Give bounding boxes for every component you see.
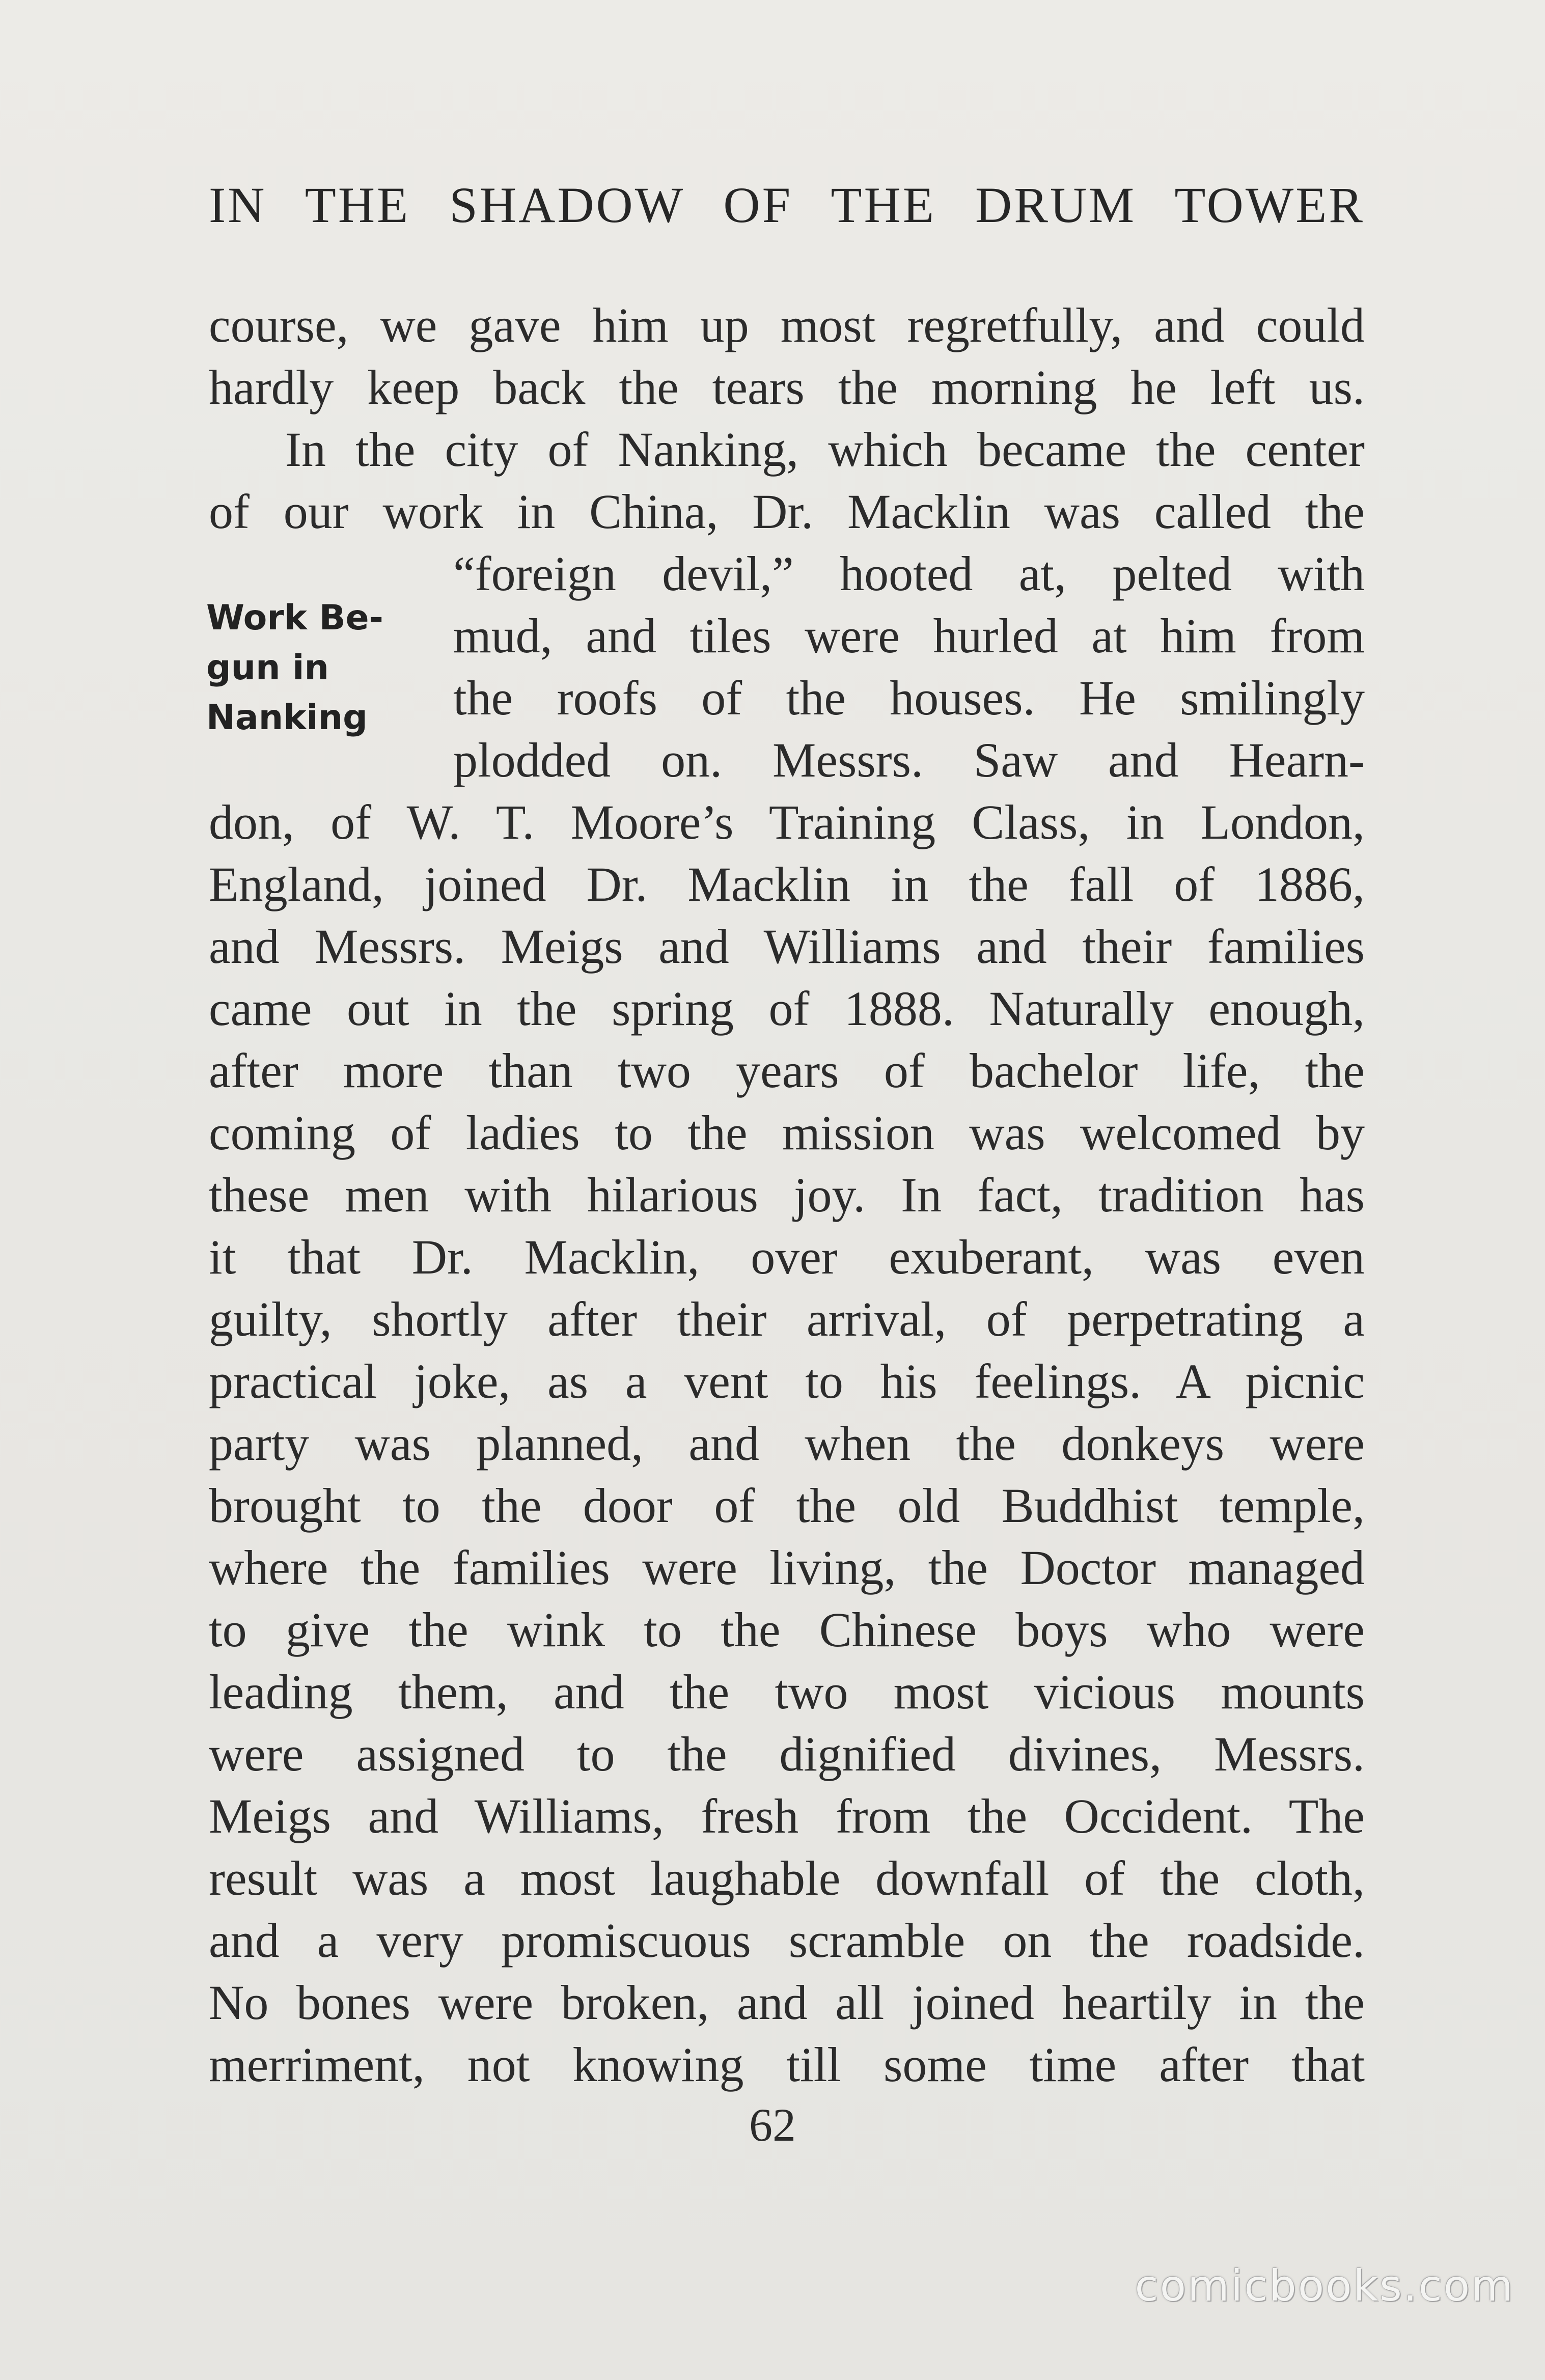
text-line: these men with hilarious joy. In fact, tradition has: [209, 1168, 1365, 1222]
text-line: and a very promiscuous scramble on the roadside.: [209, 1913, 1365, 1968]
text-line: course, we gave him up most regretfully, and could: [209, 298, 1365, 352]
text-line: leading them, and the two most vicious mounts: [209, 1665, 1365, 1719]
text-line: brought to the door of the old Buddhist temple,: [209, 1478, 1365, 1533]
text-line: practical joke, as a vent to his feelings. A picnic: [209, 1354, 1365, 1408]
text-line: where the families were living, the Doctor managed: [209, 1540, 1365, 1595]
text-line: “foreign devil,” hooted at, pelted with: [453, 546, 1365, 601]
marginal-note-line: gun in: [206, 648, 329, 688]
text-line: after more than two years of bachelor life, the: [209, 1043, 1365, 1098]
text-line: came out in the spring of 1888. Naturally enough,: [209, 981, 1365, 1036]
text-line: of our work in China, Dr. Macklin was called the: [209, 484, 1365, 539]
text-line: guilty, shortly after their arrival, of perpetrating a: [209, 1292, 1365, 1346]
site-watermark: comicbooks.com: [1135, 2261, 1514, 2311]
text-line: and Messrs. Meigs and Williams and their families: [209, 919, 1365, 974]
text-line: it that Dr. Macklin, over exuberant, was even: [209, 1230, 1365, 1284]
text-line: hardly keep back the tears the morning he left us.: [209, 360, 1365, 414]
text-line: to give the wink to the Chinese boys who were: [209, 1602, 1365, 1657]
text-line: party was planned, and when the donkeys were: [209, 1416, 1365, 1471]
text-line: In the city of Nanking, which became the center: [285, 422, 1365, 477]
text-line: mud, and tiles were hurled at him from: [453, 608, 1365, 663]
text-line: England, joined Dr. Macklin in the fall of 1886,: [209, 857, 1365, 911]
text-line: result was a most laughable downfall of the cloth,: [209, 1851, 1365, 1905]
text-line: were assigned to the dignified divines, Messrs.: [209, 1727, 1365, 1781]
text-line: coming of ladies to the mission was welcomed by: [209, 1105, 1365, 1160]
text-line: No bones were broken, and all joined heartily in the: [209, 1975, 1365, 2030]
marginal-note-line: Nanking: [206, 698, 368, 738]
running-head: IN THE SHADOW OF THE DRUM TOWER: [209, 177, 1365, 233]
marginal-note-line: Work Be-: [206, 598, 383, 638]
marginal-note: [206, 593, 410, 743]
text-line: plodded on. Messrs. Saw and Hearn-: [453, 733, 1365, 787]
text-line: the roofs of the houses. He smilingly: [453, 671, 1365, 725]
text-line: Meigs and Williams, fresh from the Occident. The: [209, 1789, 1365, 1843]
page-number: 62: [749, 2099, 796, 2151]
text-line: merriment, not knowing till some time after that: [209, 2037, 1365, 2092]
text-line: don, of W. T. Moore’s Training Class, in London,: [209, 795, 1365, 849]
